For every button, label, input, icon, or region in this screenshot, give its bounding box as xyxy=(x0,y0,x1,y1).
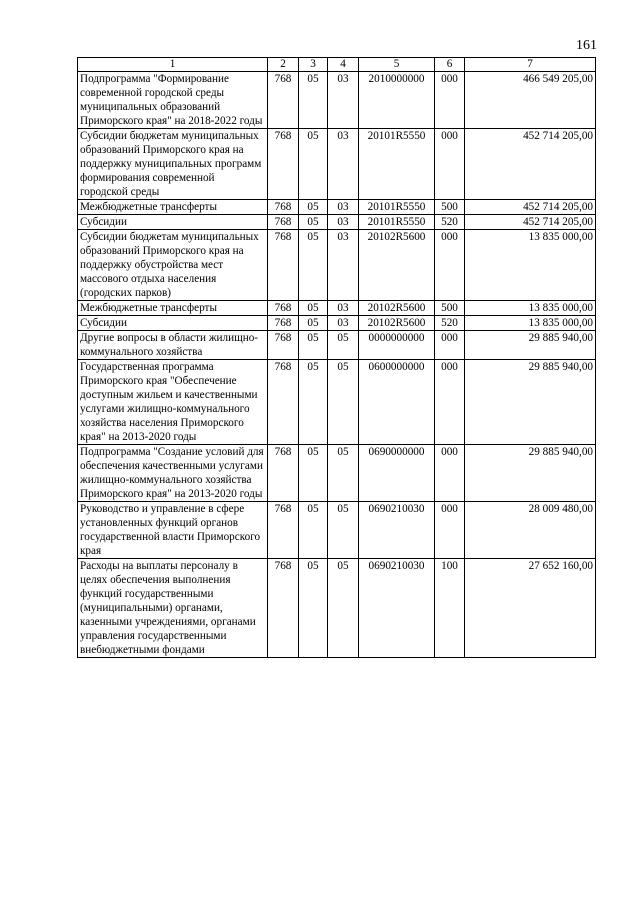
row-ved: 768 xyxy=(268,360,299,445)
row-csr: 20101R5550 xyxy=(359,215,435,230)
row-name: Государственная программа Приморского края "Обеспечение доступным жильем и качественными услугами жилищно-коммунального хозяйства населения Приморского края" на 2013-2020 годы xyxy=(78,360,268,445)
row-vr: 520 xyxy=(435,215,465,230)
row-pr: 03 xyxy=(328,301,359,316)
row-sum: 29 885 940,00 xyxy=(465,360,596,445)
row-rz: 05 xyxy=(299,331,328,360)
row-csr: 20102R5600 xyxy=(359,230,435,301)
table-header-row xyxy=(78,58,596,72)
header-cell-ved: 2 xyxy=(268,58,299,72)
row-name: Субсидии бюджетам муниципальных образований Приморского края на поддержку обустройства мест массового отдыха населения (городских парков) xyxy=(78,230,268,301)
row-vr: 500 xyxy=(435,200,465,215)
row-csr: 0690210030 xyxy=(359,502,435,559)
table-row xyxy=(78,331,596,360)
header-cell-csr: 5 xyxy=(359,58,435,72)
row-name: Расходы на выплаты персоналу в целях обеспечения выполнения функций государственными (муниципальными) органами, казенными учреждениями, органами управления государственными внебюджетными фондами xyxy=(78,559,268,658)
row-sum: 13 835 000,00 xyxy=(465,301,596,316)
table-row xyxy=(78,502,596,559)
row-csr: 2010000000 xyxy=(359,72,435,129)
row-name: Подпрограмма "Создание условий для обеспечения качественными услугами жилищно-коммунального хозяйства Приморского края" на 2013-2020 годы xyxy=(78,445,268,502)
row-csr: 0690210030 xyxy=(359,559,435,658)
row-vr: 000 xyxy=(435,502,465,559)
row-pr: 03 xyxy=(328,129,359,200)
table-row xyxy=(78,445,596,502)
row-vr: 000 xyxy=(435,72,465,129)
row-rz: 05 xyxy=(299,316,328,331)
table-row xyxy=(78,559,596,658)
row-name: Подпрограмма "Формирование современной городской среды муниципальных образований Приморского края" на 2018-2022 годы xyxy=(78,72,268,129)
row-sum: 466 549 205,00 xyxy=(465,72,596,129)
row-ved: 768 xyxy=(268,559,299,658)
row-rz: 05 xyxy=(299,301,328,316)
row-vr: 000 xyxy=(435,331,465,360)
row-csr: 0000000000 xyxy=(359,331,435,360)
row-pr: 05 xyxy=(328,559,359,658)
header-cell-sum: 7 xyxy=(465,58,596,72)
table-row xyxy=(78,200,596,215)
row-rz: 05 xyxy=(299,230,328,301)
row-pr: 03 xyxy=(328,316,359,331)
table-row xyxy=(78,230,596,301)
row-pr: 03 xyxy=(328,72,359,129)
row-sum: 29 885 940,00 xyxy=(465,445,596,502)
budget-table xyxy=(77,57,596,658)
table-row xyxy=(78,72,596,129)
row-name: Межбюджетные трансферты xyxy=(78,301,268,316)
header-cell-vr: 6 xyxy=(435,58,465,72)
row-sum: 13 835 000,00 xyxy=(465,230,596,301)
row-sum: 452 714 205,00 xyxy=(465,215,596,230)
row-rz: 05 xyxy=(299,200,328,215)
row-name: Субсидии xyxy=(78,316,268,331)
table-row xyxy=(78,360,596,445)
row-pr: 05 xyxy=(328,445,359,502)
row-ved: 768 xyxy=(268,445,299,502)
row-vr: 000 xyxy=(435,445,465,502)
row-vr: 520 xyxy=(435,316,465,331)
row-sum: 29 885 940,00 xyxy=(465,331,596,360)
table-row xyxy=(78,316,596,331)
row-name: Субсидии бюджетам муниципальных образований Приморского края на поддержку муниципальных программ формирования современной городской среды xyxy=(78,129,268,200)
row-vr: 000 xyxy=(435,360,465,445)
row-sum: 452 714 205,00 xyxy=(465,129,596,200)
table-row xyxy=(78,215,596,230)
row-ved: 768 xyxy=(268,200,299,215)
row-pr: 05 xyxy=(328,360,359,445)
row-sum: 452 714 205,00 xyxy=(465,200,596,215)
row-csr: 20101R5550 xyxy=(359,200,435,215)
table-row xyxy=(78,129,596,200)
header-cell-name: 1 xyxy=(78,58,268,72)
row-vr: 500 xyxy=(435,301,465,316)
row-ved: 768 xyxy=(268,72,299,129)
page-number: 161 xyxy=(576,38,597,53)
row-rz: 05 xyxy=(299,445,328,502)
row-ved: 768 xyxy=(268,230,299,301)
header-cell-rz: 3 xyxy=(299,58,328,72)
row-name: Руководство и управление в сфере установленных функций органов государственной власти Приморского края xyxy=(78,502,268,559)
row-pr: 03 xyxy=(328,215,359,230)
row-vr: 000 xyxy=(435,129,465,200)
row-pr: 05 xyxy=(328,331,359,360)
row-csr: 0600000000 xyxy=(359,360,435,445)
row-sum: 28 009 480,00 xyxy=(465,502,596,559)
row-csr: 20102R5600 xyxy=(359,301,435,316)
header-cell-pr: 4 xyxy=(328,58,359,72)
row-ved: 768 xyxy=(268,316,299,331)
row-csr: 20101R5550 xyxy=(359,129,435,200)
row-ved: 768 xyxy=(268,215,299,230)
row-ved: 768 xyxy=(268,502,299,559)
row-rz: 05 xyxy=(299,215,328,230)
row-ved: 768 xyxy=(268,301,299,316)
row-rz: 05 xyxy=(299,129,328,200)
row-vr: 000 xyxy=(435,230,465,301)
row-sum: 13 835 000,00 xyxy=(465,316,596,331)
row-ved: 768 xyxy=(268,129,299,200)
row-rz: 05 xyxy=(299,559,328,658)
row-rz: 05 xyxy=(299,502,328,559)
row-rz: 05 xyxy=(299,360,328,445)
row-name: Субсидии xyxy=(78,215,268,230)
table-row xyxy=(78,301,596,316)
row-csr: 20102R5600 xyxy=(359,316,435,331)
row-name: Межбюджетные трансферты xyxy=(78,200,268,215)
row-rz: 05 xyxy=(299,72,328,129)
row-sum: 27 652 160,00 xyxy=(465,559,596,658)
row-pr: 03 xyxy=(328,200,359,215)
row-pr: 05 xyxy=(328,502,359,559)
row-vr: 100 xyxy=(435,559,465,658)
row-csr: 0690000000 xyxy=(359,445,435,502)
row-name: Другие вопросы в области жилищно-коммунального хозяйства xyxy=(78,331,268,360)
row-ved: 768 xyxy=(268,331,299,360)
row-pr: 03 xyxy=(328,230,359,301)
